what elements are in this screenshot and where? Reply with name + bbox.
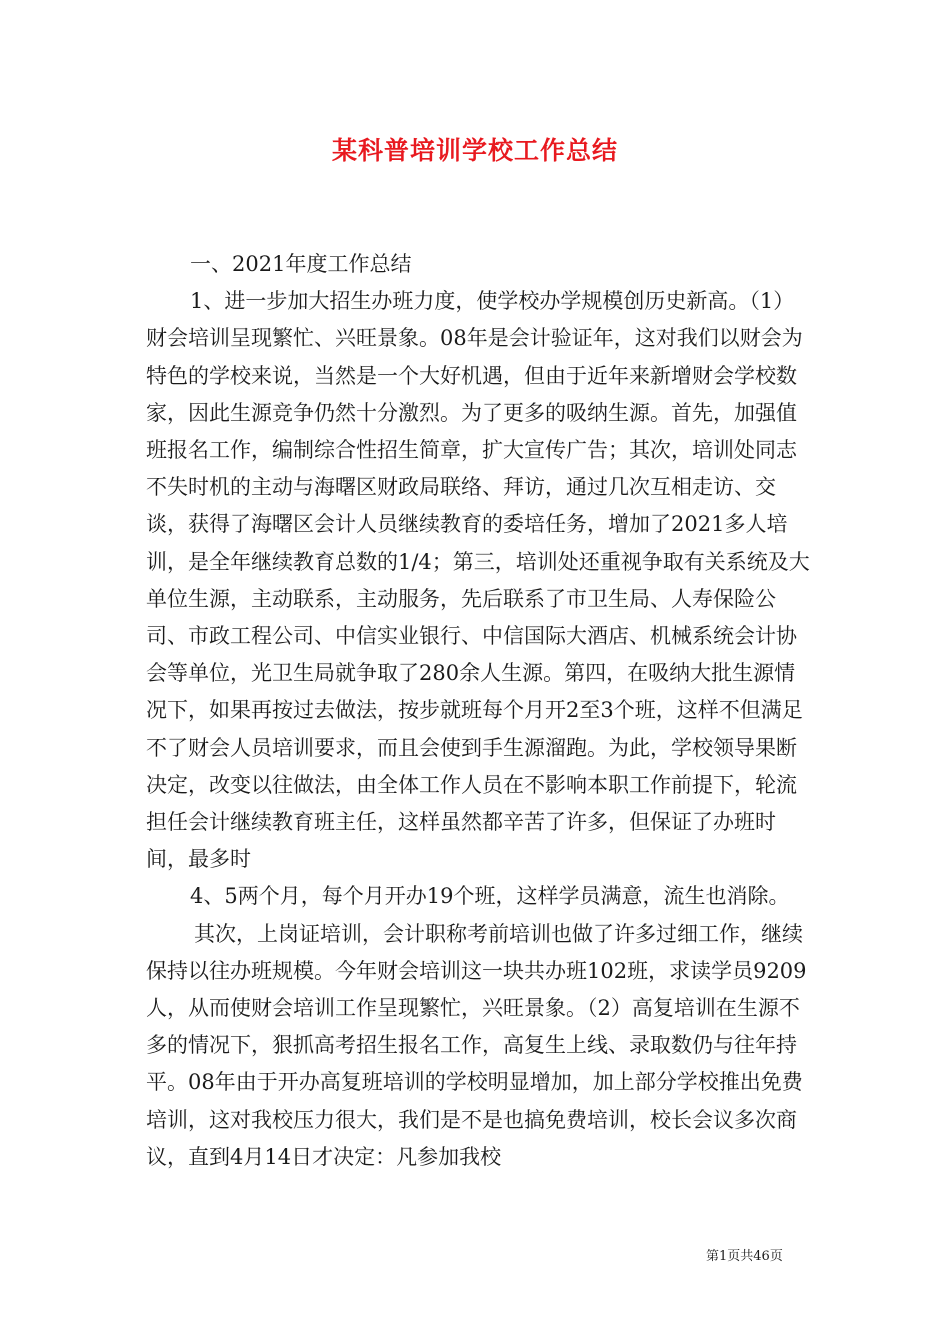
document-body (146, 246, 814, 1176)
body-paragraph: 其次，上岗证培训，会计职称考前培训也做了许多过细工作，继续保持以往办班规模。今年财会培训这一块共办班102班，求读学员9209人，从而使财会培训工作呈现繁忙，兴旺景象。（2）高复培训在生源不多的情况下，狠抓高考招生报名工作，高复生上线、录取数仍与往年持平。08年由于开办高复班培训的学校明显增加，加上部分学校推出免费培训，这对我校压力很大，我们是不是也搞免费培训，校长会议多次商议，直到4月14日才决定：凡参加我校 (146, 921, 807, 1169)
page-number: 第1页共46页 (706, 1249, 783, 1264)
document-title: 某科普培训学校工作总结 (331, 136, 618, 165)
body-paragraph: 1、进一步加大招生办班力度，使学校办学规模创历史新高。（1）财会培训呈现繁忙、兴旺景象。08年是会计验证年，这对我们以财会为特色的学校来说，当然是一个大好机遇，但由于近年来新增财会学校数家，因此生源竞争仍然十分激烈。为了更多的吸纳生源。首先，加强值班报名工作，编制综合性招生简章，扩大宣传广告；其次，培训处同志不失时机的主动与海曙区财政局联络、拜访，通过几次互相走访、交谈，获得了海曙区会计人员继续教育的委培任务，增加了2021多人培训，是全年继续教育总数的1/4；第三，培训处还重视争取有关系统及大单位生源，主动联系，主动服务，先后联系了市卫生局、人寿保险公司、市政工程公司、中信实业银行、中信国际大酒店、机械系统会计协会等单位，光卫生局就争取了280余人生源。第四，在吸纳大批生源情况下，如果再按过去做法，按步就班每个月开2至3个班，这样不但满足不了财会人员培训要求，而且会使到手生源溜跑。为此，学校领导果断决定，改变以往做法，由全体工作人员在不影响本职工作前提下，轮流担任会计继续教育班主任，这样虽然都辛苦了许多，但保证了办班时间，最多时 (146, 289, 810, 872)
section-heading: 一、2021年度工作总结 (190, 252, 412, 276)
body-paragraph: 4、5两个月，每个月开办19个班，这样学员满意，流生也消除。 (190, 884, 790, 909)
